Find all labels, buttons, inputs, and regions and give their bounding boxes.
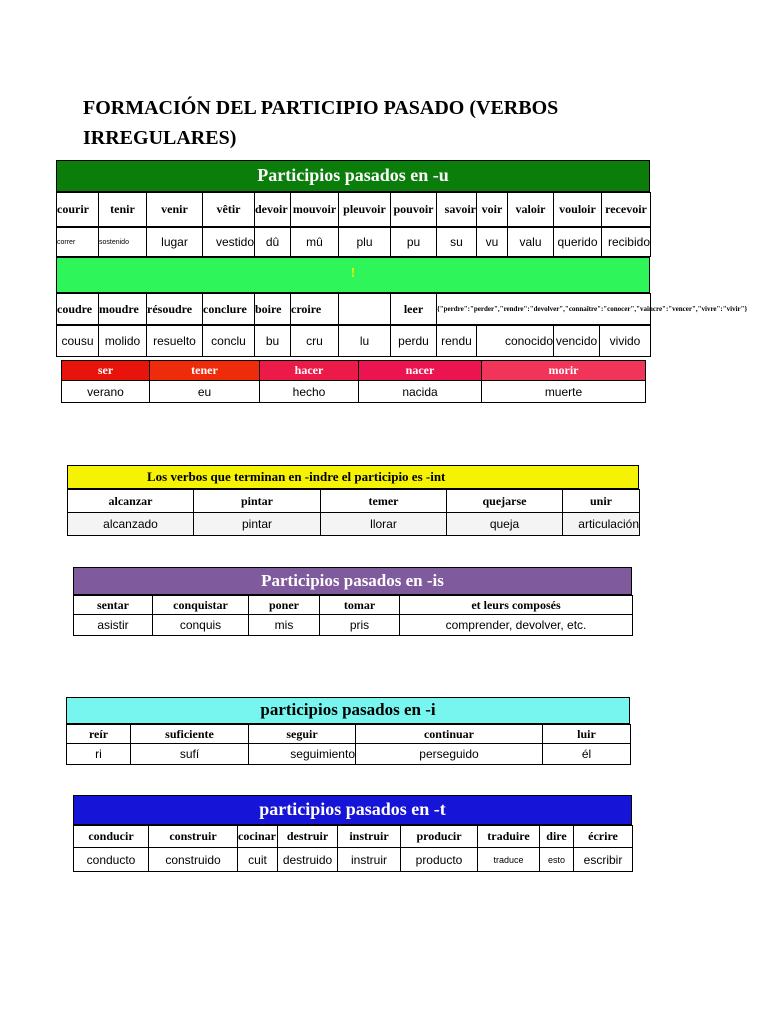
participle-cell: muerte [482, 381, 646, 403]
verb-cell: tenir [99, 193, 147, 227]
verb-cell: vouloir [554, 193, 602, 227]
page-title: FORMACIÓN DEL PARTICIPIO PASADO (VERBOS IRREGULARES) [83, 97, 559, 149]
u-section-separator [56, 257, 650, 293]
verb-cell-morir: morir [482, 361, 646, 381]
verb-cell: suficiente [131, 725, 249, 744]
participle-cell: lugar [147, 228, 203, 257]
participle-cell: comprender, devolver, etc. [400, 615, 633, 636]
participle-cell: hecho [260, 381, 359, 403]
participle-cell: asistir [74, 615, 153, 636]
verb-cell: coudre [57, 294, 99, 325]
verb-cell: moudre [99, 294, 147, 325]
verb-cell: écrire [574, 826, 633, 848]
int-section-header [67, 465, 639, 489]
verb-cell-nacer: nacer [359, 361, 482, 381]
i-section-title: participios pasados en -i [260, 700, 436, 719]
t-section-header [73, 795, 632, 825]
verb-cell: reír [67, 725, 131, 744]
participle-cell: pintar [194, 513, 321, 536]
participle-cell: vivido [600, 326, 651, 357]
is-table [73, 595, 633, 636]
participle-cell: pu [391, 228, 437, 257]
verb-cell: conclure [203, 294, 255, 325]
participle-cell: producto [401, 848, 478, 872]
verb-cell: conducir [74, 826, 149, 848]
verb-cell: unir [563, 490, 640, 513]
participle-cell: molido [99, 326, 147, 357]
i-table [66, 724, 631, 765]
u-section-header [56, 160, 650, 192]
int-section-title: Los verbos que terminan en -indre el participio es -int [147, 469, 446, 484]
participle-cell: conocido [477, 326, 554, 357]
u-section-title: Participios pasados en -u [257, 165, 449, 185]
participle-cell: cousu [57, 326, 99, 357]
participle-cell: resuelto [147, 326, 203, 357]
verb-cell: quejarse [447, 490, 563, 513]
participle-cell: mû [291, 228, 339, 257]
verb-cell: leer [391, 294, 437, 325]
verb-cell: courir [57, 193, 99, 227]
participle-cell: perseguido [356, 744, 543, 765]
participle-cell: querido [554, 228, 602, 257]
participle-cell: vencido [554, 326, 600, 357]
verb-cell: voir [477, 193, 508, 227]
participle-cell: destruido [278, 848, 338, 872]
int-table [67, 489, 640, 536]
participle-cell: dû [255, 228, 291, 257]
verb-cell: venir [147, 193, 203, 227]
participle-cell: perdu [391, 326, 437, 357]
verb-cell [339, 294, 391, 325]
u-participles-row-1 [56, 227, 651, 257]
t-section-title: participios pasados en -t [259, 799, 446, 819]
participle-cell: vestido [203, 228, 255, 257]
verb-cell: alcanzar [68, 490, 194, 513]
participle-cell: construido [149, 848, 238, 872]
participle-cell: ri [67, 744, 131, 765]
participle-cell: alcanzado [68, 513, 194, 536]
participle-cell: él [543, 744, 631, 765]
participle-cell: sufí [131, 744, 249, 765]
participle-cell: nacida [359, 381, 482, 403]
participle-cell: conclu [203, 326, 255, 357]
verb-cell: savoir [437, 193, 477, 227]
verb-cell: temer [321, 490, 447, 513]
participle-cell: seguimiento [249, 744, 356, 765]
participle-cell: recibido [602, 228, 651, 257]
participle-cell: mis [249, 615, 320, 636]
participle-cell: rendu [437, 326, 477, 357]
participle-cell: vu [477, 228, 508, 257]
verb-cell: instruir [338, 826, 401, 848]
u-participles-row-2 [56, 325, 651, 357]
verb-cell-dictionary: {"perdre":"perder","rendre":"devolver","connaître":"conocer","vaincre":"vencer","vivre":"vivir"} [437, 294, 651, 325]
verb-cell: mouvoir [291, 193, 339, 227]
is-section-header [73, 567, 632, 595]
verb-cell: recevoir [602, 193, 651, 227]
participle-cell: pris [320, 615, 400, 636]
verb-cell: destruir [278, 826, 338, 848]
participle-cell: eu [150, 381, 260, 403]
verb-cell: traduire [478, 826, 540, 848]
verb-cell: tomar [320, 596, 400, 615]
is-section-title: Participios pasados en -is [261, 571, 444, 590]
verb-cell: pouvoir [391, 193, 437, 227]
participle-cell: verano [62, 381, 150, 403]
verb-cell: pleuvoir [339, 193, 391, 227]
verb-cell-hacer: hacer [260, 361, 359, 381]
participle-cell: articulación [563, 513, 640, 536]
participle-cell: escribir [574, 848, 633, 872]
participle-cell: sostenido [99, 228, 147, 257]
t-table [73, 825, 633, 872]
participle-cell: cru [291, 326, 339, 357]
participle-cell: instruir [338, 848, 401, 872]
u-verbs-row-2 [56, 293, 748, 325]
participle-cell: su [437, 228, 477, 257]
participle-cell: correr [57, 228, 99, 257]
participle-cell: conquis [153, 615, 249, 636]
verb-cell: pintar [194, 490, 321, 513]
verb-cell: luir [543, 725, 631, 744]
participle-cell: esto [540, 848, 574, 872]
verb-cell-tener: tener [150, 361, 260, 381]
participle-cell: lu [339, 326, 391, 357]
participle-cell: queja [447, 513, 563, 536]
participle-cell: valu [508, 228, 554, 257]
participle-cell: bu [255, 326, 291, 357]
separator-mark: ! [350, 266, 356, 281]
verb-cell: vêtir [203, 193, 255, 227]
verb-cell: cocinar [238, 826, 278, 848]
i-section-header [66, 697, 630, 724]
verb-cell: dire [540, 826, 574, 848]
participle-cell: cuit [238, 848, 278, 872]
verb-cell: résoudre [147, 294, 203, 325]
u-verbs-row-3 [61, 360, 646, 403]
verb-cell: et leurs composés [400, 596, 633, 615]
verb-cell: poner [249, 596, 320, 615]
participle-cell: llorar [321, 513, 447, 536]
verb-cell: croire [291, 294, 339, 325]
participle-cell: plu [339, 228, 391, 257]
verb-cell: continuar [356, 725, 543, 744]
verb-cell: devoir [255, 193, 291, 227]
verb-cell: conquistar [153, 596, 249, 615]
verb-cell: producir [401, 826, 478, 848]
verb-cell: seguir [249, 725, 356, 744]
participle-cell: conducto [74, 848, 149, 872]
verb-cell-ser: ser [62, 361, 150, 381]
verb-cell: construir [149, 826, 238, 848]
u-verbs-row-1 [56, 192, 651, 227]
verb-cell: valoir [508, 193, 554, 227]
participle-cell: traduce [478, 848, 540, 872]
verb-cell: boire [255, 294, 291, 325]
verb-cell: sentar [74, 596, 153, 615]
